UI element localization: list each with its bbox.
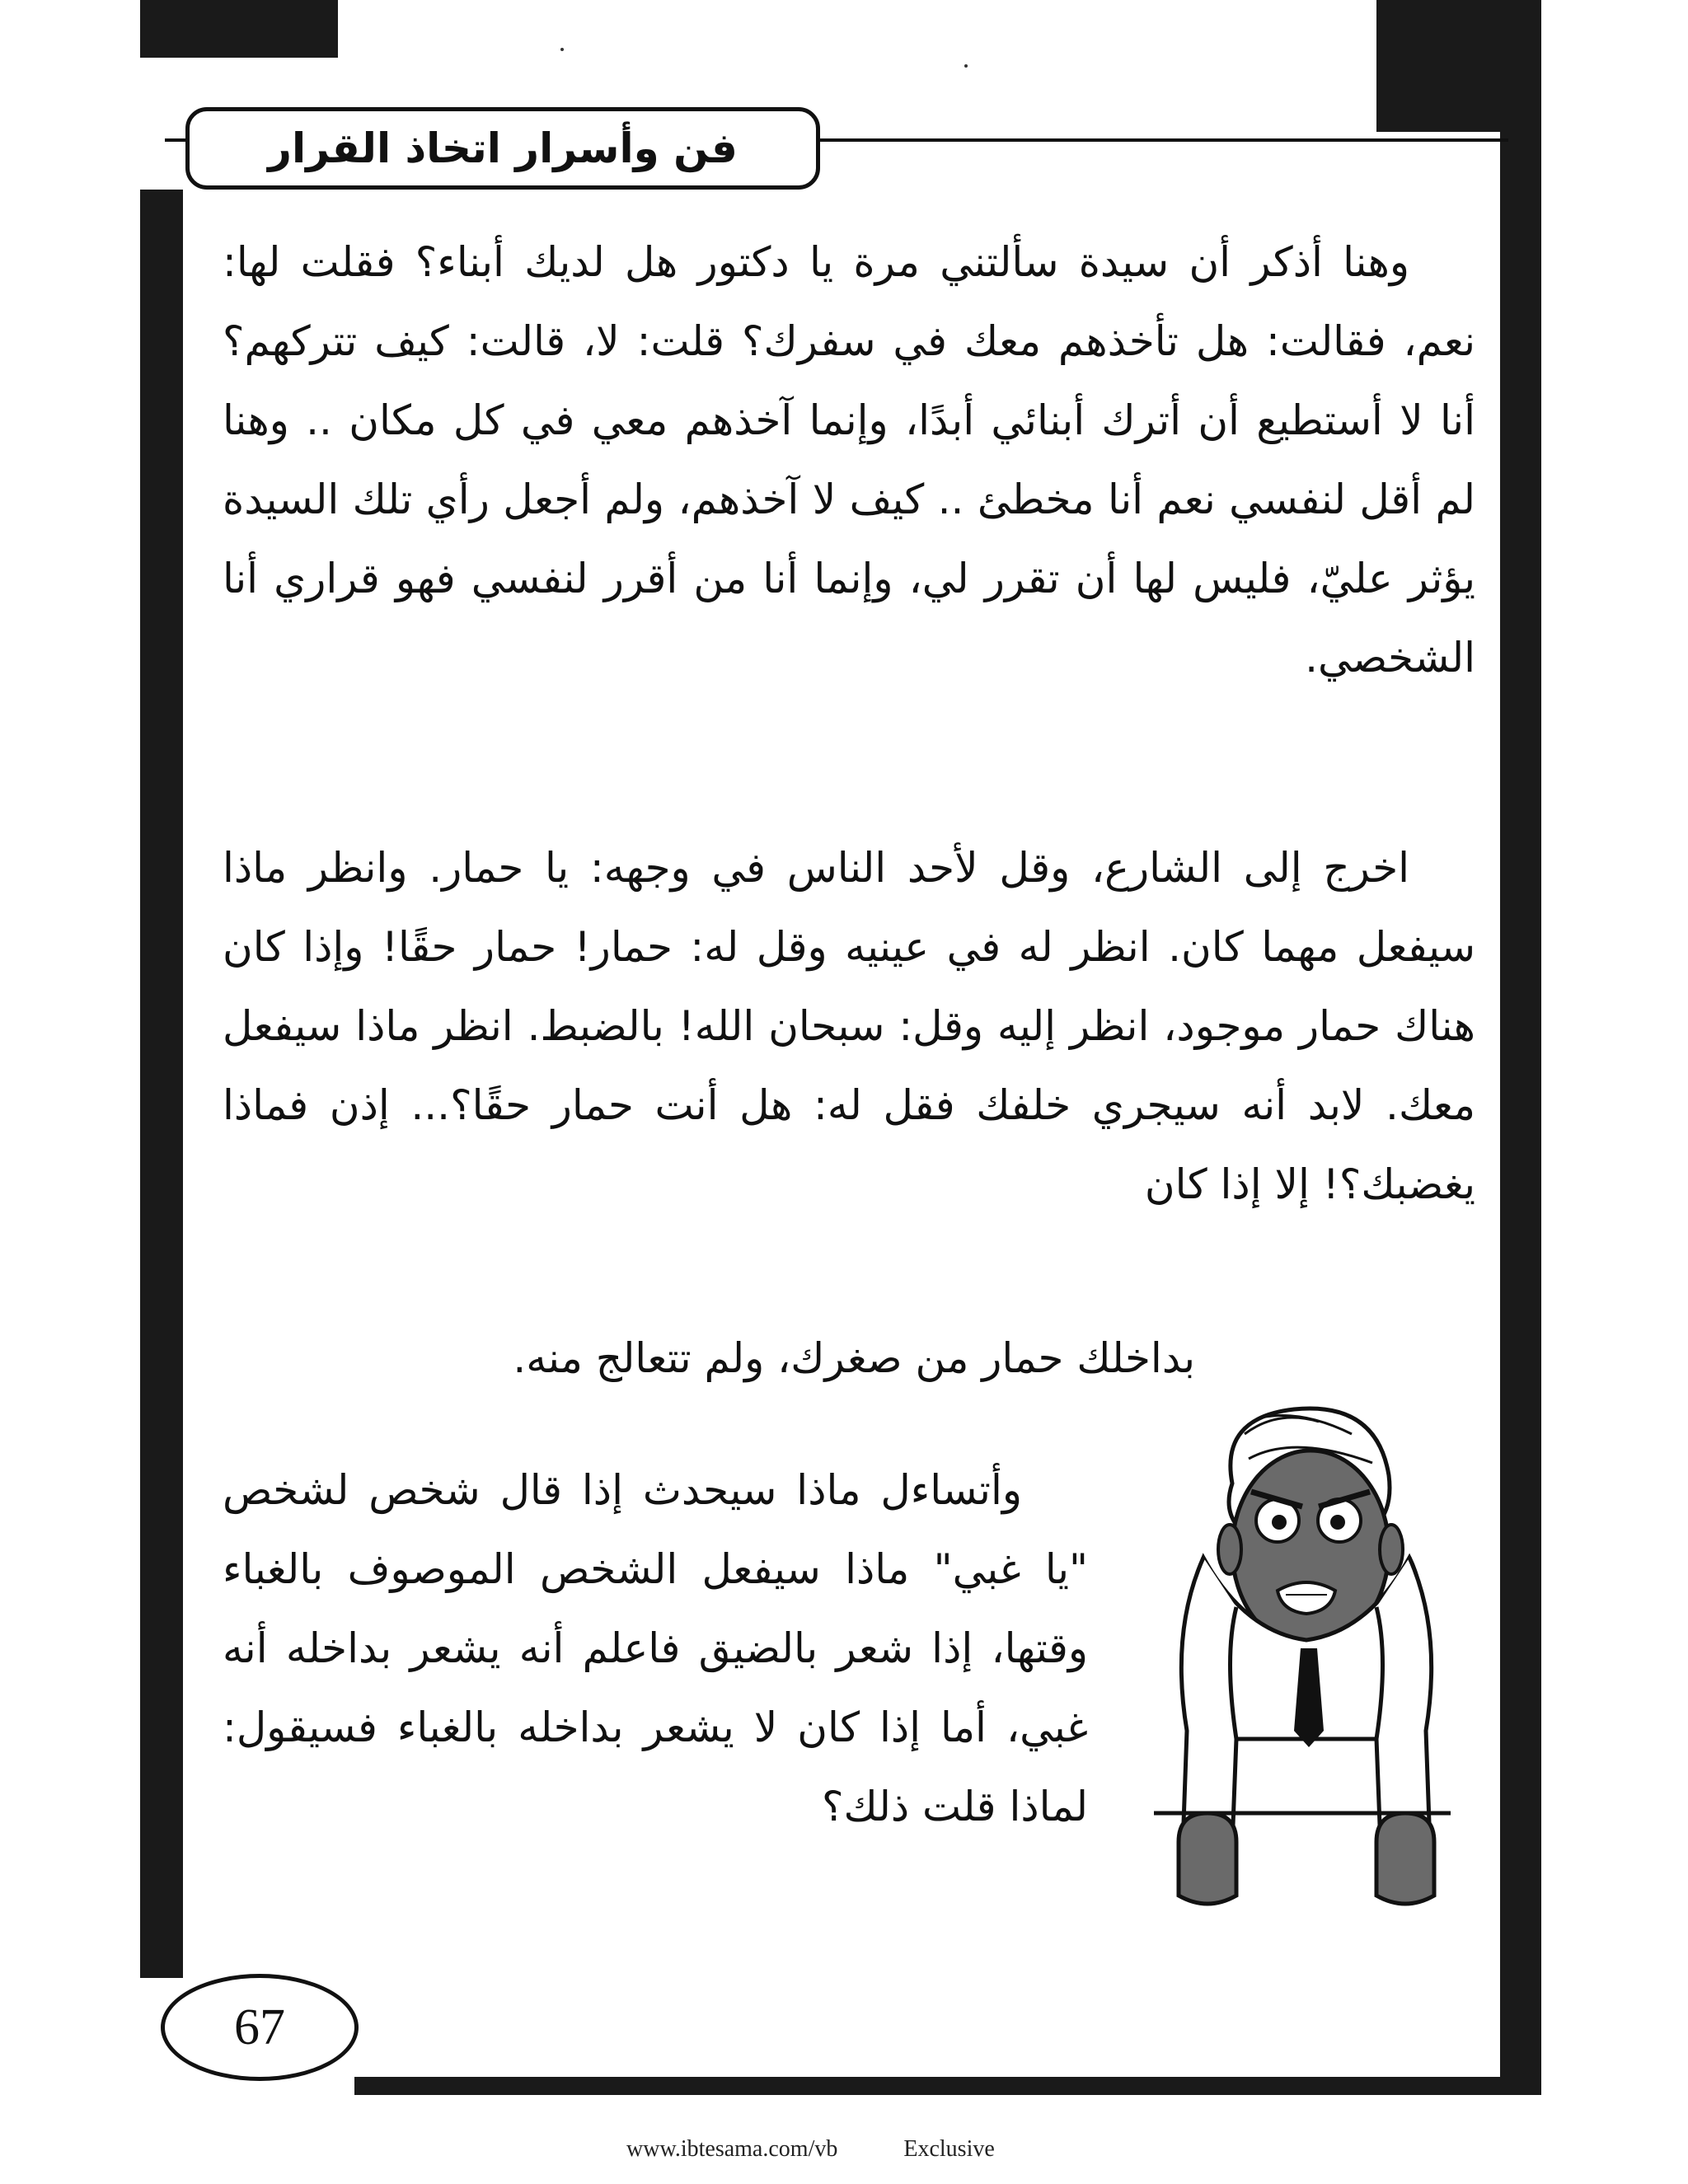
footer-tag: Exclusive bbox=[903, 2136, 995, 2162]
paragraph-3-block bbox=[223, 1451, 1088, 1846]
paragraph-1: وهنا أذكر أن سيدة سألتني مرة يا دكتور هل لديك أبناء؟ فقلت لها: نعم، فقالت: هل تأخذهم معك في سفرك؟ قلت: لا، قالت: كيف تتركهم؟ أنا لا أستطيع أن أترك أبنائي أبدًا، وإنما آخذهم معي في كل مكان .. وهنا لم أقل لنفسي نعم أنا مخطئ .. كيف لا آخذهم، ولم أجعل رأي تلك السيدة يؤثر عليّ، فليس لها أن تقرر لي، وإنما أنا من أقرر لنفسي فهو قراري أنا الشخصي. bbox=[223, 238, 1475, 682]
paragraph-2-tail: بداخلك حمار من صغرك، ولم تتعالج منه. bbox=[513, 1334, 1195, 1382]
frame-bottom-bar bbox=[354, 2077, 1541, 2095]
footer-url: www.ibtesama.com/vb bbox=[626, 2136, 838, 2162]
running-header bbox=[185, 107, 820, 190]
angry-man-illustration bbox=[1154, 1385, 1451, 1945]
page-number: 67 bbox=[234, 1999, 285, 2055]
frame-left-bar bbox=[140, 190, 183, 1978]
scan-speck bbox=[964, 64, 968, 68]
paragraph-3: وأتساءل ماذا سيحدث إذا قال شخص لشخص "يا غبي" ماذا سيفعل الشخص الموصوف بالغباء وقتها، إذا شعر بالضيق فاعلم أنه يشعر بداخله أنه غبي، أما إذا كان لا يشعر بداخله بالغباء فسيقول: لماذا قلت ذلك؟ bbox=[223, 1466, 1088, 1830]
frame-right-bar bbox=[1500, 0, 1541, 2093]
paragraph-2: اخرج إلى الشارع، وقل لأحد الناس في وجهه: يا حمار. وانظر ماذا سيفعل مهما كان. انظر له في عينيه وقل له: حمار! حمار حقًا! وإذا كان هناك حمار موجود، انظر إليه وقل: سبحان الله! بالضبط. انظر ماذا سيفعل معك. لابد أنه سيجري خلفك فقل له: هل أنت حمار حقًا؟... إذن فماذا يغضبك؟! إلا إذا كان bbox=[223, 844, 1475, 1208]
page-number-badge bbox=[161, 1974, 359, 2081]
footer-watermark bbox=[626, 2136, 1121, 2163]
scan-speck bbox=[560, 48, 564, 51]
book-title: فن وأسرار اتخاذ القرار bbox=[268, 124, 738, 172]
frame-top-left-bar bbox=[140, 0, 338, 58]
